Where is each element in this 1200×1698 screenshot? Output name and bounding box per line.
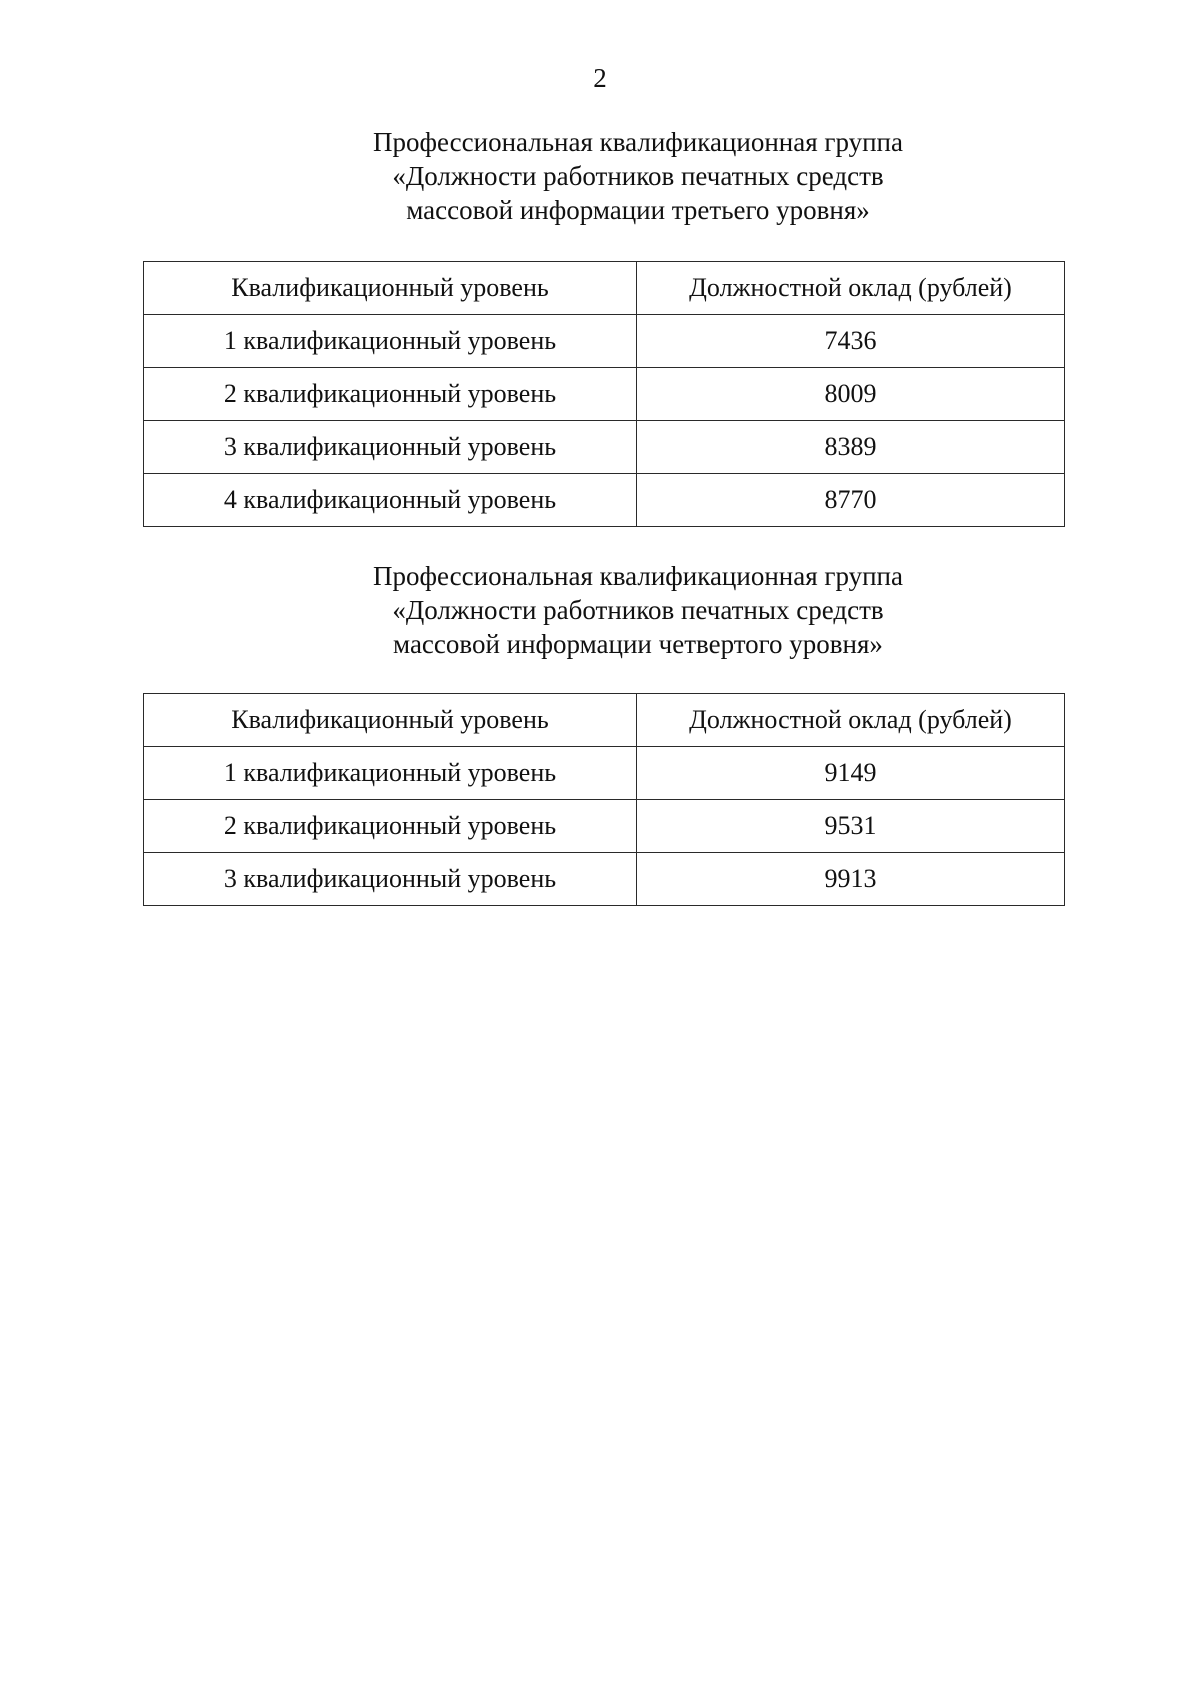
- salary-cell: 9531: [637, 800, 1065, 853]
- level-cell: 1 квалификационный уровень: [144, 315, 637, 368]
- salary-table: [143, 261, 1065, 527]
- table-row: [144, 315, 1065, 368]
- heading-line: массовой информации четвертого уровня»: [393, 629, 883, 659]
- salary-cell: 8770: [637, 474, 1065, 527]
- level-cell: 3 квалификационный уровень: [144, 853, 637, 906]
- column-header-level: Квалификационный уровень: [144, 694, 637, 747]
- level-cell: 1 квалификационный уровень: [144, 747, 637, 800]
- table-row: [144, 853, 1065, 906]
- section-heading: [120, 559, 1156, 661]
- section-heading: [120, 125, 1156, 227]
- salary-cell: 9149: [637, 747, 1065, 800]
- heading-line: Профессиональная квалификационная группа: [373, 561, 903, 591]
- salary-cell: 7436: [637, 315, 1065, 368]
- column-header-level: Квалификационный уровень: [144, 262, 637, 315]
- table-row: [144, 800, 1065, 853]
- qualification-group-level-3: [143, 125, 1064, 527]
- table-row: [144, 421, 1065, 474]
- table-row: [144, 747, 1065, 800]
- column-header-salary: Должностной оклад (рублей): [637, 262, 1065, 315]
- column-header-salary: Должностной оклад (рублей): [637, 694, 1065, 747]
- qualification-group-level-4: [143, 559, 1064, 906]
- page-number: 2: [593, 63, 607, 93]
- level-cell: 4 квалификационный уровень: [144, 474, 637, 527]
- salary-cell: 9913: [637, 853, 1065, 906]
- table-header-row: [144, 262, 1065, 315]
- salary-cell: 8389: [637, 421, 1065, 474]
- heading-line: Профессиональная квалификационная группа: [373, 127, 903, 157]
- heading-line: «Должности работников печатных средств: [392, 595, 884, 625]
- heading-line: массовой информации третьего уровня»: [406, 195, 870, 225]
- level-cell: 2 квалификационный уровень: [144, 800, 637, 853]
- heading-line: «Должности работников печатных средств: [392, 161, 884, 191]
- salary-cell: 8009: [637, 368, 1065, 421]
- table-row: [144, 368, 1065, 421]
- table-header-row: [144, 694, 1065, 747]
- level-cell: 3 квалификационный уровень: [144, 421, 637, 474]
- level-cell: 2 квалификационный уровень: [144, 368, 637, 421]
- salary-table: [143, 693, 1065, 906]
- table-row: [144, 474, 1065, 527]
